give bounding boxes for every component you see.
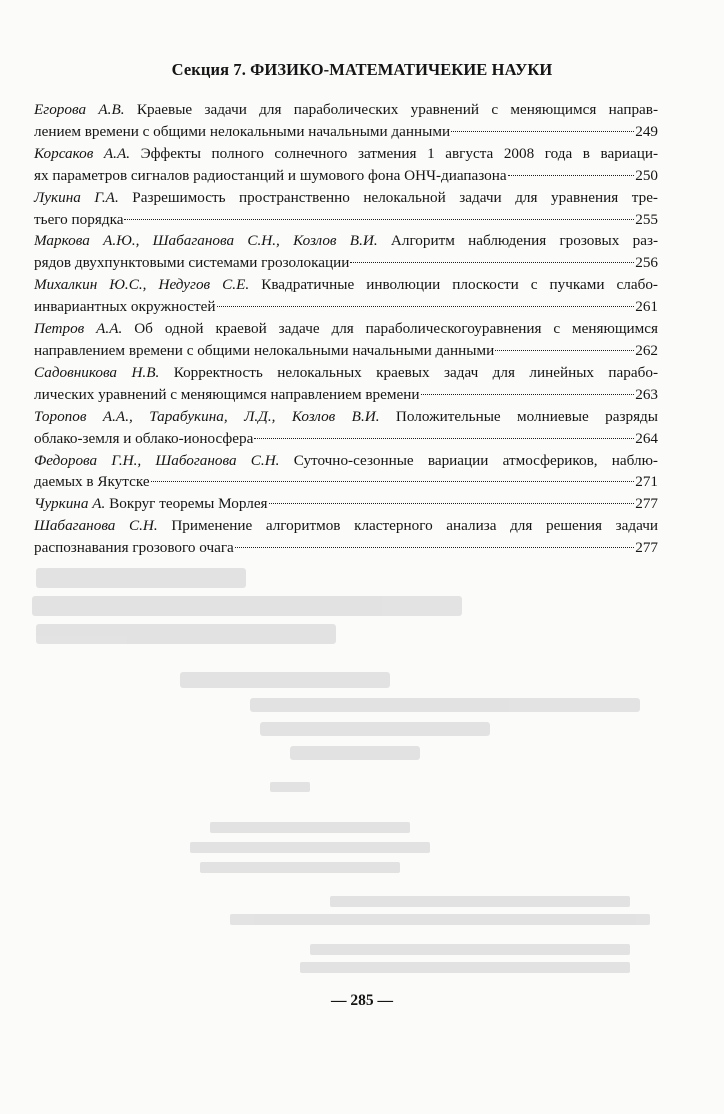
entry-title: Алгоритм наблюдения грозовых раз-: [377, 232, 658, 250]
dot-leader: [269, 503, 635, 504]
section-title: Секция 7. ФИЗИКО-МАТЕМАТИЧЕКИЕ НАУКИ: [171, 60, 553, 79]
dot-leader: [235, 547, 634, 548]
entry-author: Федорова Г.Н., Шабоганова С.Н.: [34, 451, 280, 469]
entry-page-number: 250: [635, 166, 658, 184]
entry-page-number: 271: [635, 473, 658, 491]
entry-author: Егорова А.В.: [34, 101, 125, 118]
entry-title-continued: ях параметров сигналов радиостанций и шумового фона ОНЧ-диапазона: [34, 166, 507, 184]
entry-title: Суточно-сезонные вариации атмосфериков, наблю-: [279, 451, 658, 469]
entry-title-continued: инвариантных окружностей: [34, 298, 216, 316]
bleed-through-image: [30, 560, 670, 990]
toc-entry: [34, 362, 658, 406]
entry-title-continued: лических уравнений с меняющимся направлением времени: [34, 385, 420, 403]
entry-author: Корсаков А.А.: [34, 144, 131, 162]
toc-entry: [34, 274, 658, 318]
entry-title-continued: даемых в Якутске: [34, 473, 150, 491]
entry-author: Торопов А.А., Тарабукина, Л.Д., Козлов В.И.: [34, 407, 380, 425]
toc-entry: [34, 230, 658, 274]
entry-title: Корректность нелокальных краевых задач для линейных парабо-: [159, 363, 658, 381]
table-of-contents: [34, 99, 658, 559]
entry-page-number: 256: [635, 254, 658, 272]
entry-title: Эффекты полного солнечного затмения 1 августа 2008 года в вариаци-: [130, 144, 659, 162]
page-number: — 285 —: [331, 992, 393, 1009]
entry-page-number: 255: [635, 210, 658, 228]
entry-author: Шабаганова С.Н.: [34, 517, 158, 535]
entry-page-number: 277: [635, 495, 658, 513]
toc-entry: [34, 450, 658, 494]
entry-title: Краевые задачи для параболических уравнений с меняющимся направ-: [124, 101, 659, 118]
entry-title: Квадратичные инволюции плоскости с пучками слабо-: [249, 276, 658, 294]
dot-leader: [495, 350, 634, 351]
entry-title-continued: тьего порядка: [34, 210, 124, 228]
dot-leader: [151, 481, 635, 482]
entry-title-continued: распознавания грозового очага: [34, 539, 234, 557]
entry-author: Лукина Г.А.: [34, 188, 119, 206]
entry-author: Чуркина А.: [34, 495, 106, 513]
dot-leader: [217, 306, 635, 307]
entry-author: Михалкин Ю.С., Недугов С.Е.: [34, 276, 250, 294]
entry-page-number: 263: [635, 385, 658, 403]
entry-page-number: 249: [635, 122, 658, 140]
entry-title-continued: направлением времени с общими нелокальными начальными данными: [34, 341, 495, 359]
toc-entry: [34, 406, 658, 450]
entry-title-continued: облако-земля и облако-ионосфера: [34, 429, 254, 447]
toc-entry: [34, 99, 658, 143]
dot-leader: [421, 394, 635, 395]
entry-title-continued: рядов двухпунктовыми системами грозолокации: [34, 254, 350, 272]
entry-title-continued: лением времени с общими нелокальными начальными данными: [34, 122, 451, 140]
dot-leader: [350, 262, 634, 263]
entry-title: Вокруг теоремы Морлея: [105, 495, 268, 513]
entry-author: Петров А.А.: [34, 320, 123, 338]
entry-page-number: 277: [635, 539, 658, 557]
toc-entry: [34, 187, 658, 231]
entry-author: Маркова А.Ю., Шабаганова С.Н., Козлов В.И.: [34, 232, 378, 250]
dot-leader: [124, 219, 634, 220]
entry-title: Разрешимость пространственно нелокальной задачи для уравнения тре-: [118, 188, 658, 206]
entry-page-number: 262: [635, 341, 658, 359]
toc-entry: [34, 318, 658, 362]
entry-page-number: 261: [635, 298, 658, 316]
entry-author: Садовникова Н.В.: [34, 363, 160, 381]
dot-leader: [451, 131, 634, 132]
entry-title: Об одной краевой задаче для параболическогоуравнения с меняющимся: [122, 320, 658, 338]
dot-leader: [254, 438, 634, 439]
toc-entry: [34, 143, 658, 187]
entry-title: Положительные молниевые разряды: [379, 407, 658, 425]
toc-entry: [34, 493, 658, 515]
entry-title: Применение алгоритмов кластерного анализа для решения задачи: [157, 517, 658, 535]
toc-entry: [34, 515, 658, 559]
entry-page-number: 264: [635, 429, 658, 447]
dot-leader: [508, 175, 635, 176]
